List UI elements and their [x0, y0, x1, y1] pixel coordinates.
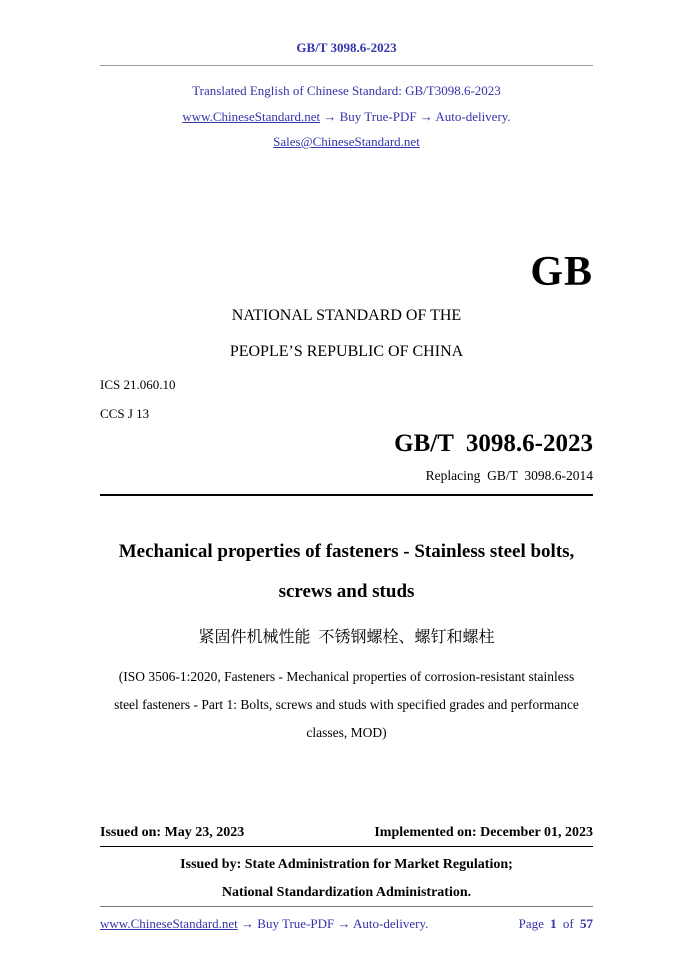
iso-line3: classes, MOD): [306, 724, 387, 740]
title-line2: screws and studs: [278, 580, 415, 602]
arrow-icon: →: [241, 916, 255, 931]
iso-line2: steel fasteners - Part 1: Bolts, screws and studs with specified grades and performance: [114, 696, 579, 712]
ccs-code: CCS J 13: [100, 405, 150, 421]
iso-line1: (ISO 3506-1:2020, Fasteners - Mechanical properties of corrosion-resistant stainless: [118, 668, 575, 684]
national-standard-line1: NATIONAL STANDARD OF THE: [231, 306, 462, 324]
ics-code: ICS 21.060.10: [100, 376, 176, 392]
national-standard-line2: PEOPLE’S REPUBLIC OF CHINA: [229, 342, 464, 360]
page-label: Page: [518, 916, 544, 931]
footer-link-line: [100, 916, 428, 932]
arrow-icon: →: [337, 916, 351, 931]
translated-standard-line: Translated English of Chinese Standard: GB/T3098.6-2023: [192, 83, 501, 98]
replacing-note: Replacing GB/T 3098.6-2014: [425, 467, 593, 483]
page-footer: [100, 906, 593, 932]
of-label: of: [562, 916, 574, 931]
page-total: 57: [580, 916, 593, 931]
chinese-title: 紧固件机械性能 不锈钢螺栓、螺钉和螺柱: [198, 628, 495, 646]
site-link[interactable]: www.ChineseStandard.net: [182, 108, 321, 124]
issuer-line2: National Standardization Administration.: [221, 884, 472, 900]
issuer-line1: Issued by: State Administration for Market Regulation;: [180, 856, 513, 872]
header-info: [100, 78, 593, 155]
arrow-icon: →: [419, 108, 433, 124]
email-link[interactable]: Sales@ChineseStandard.net: [273, 134, 420, 149]
iso-reference: [100, 663, 593, 747]
footer-site-link[interactable]: www.ChineseStandard.net: [100, 916, 238, 931]
header-email-line: [100, 129, 593, 155]
document-title: [100, 532, 593, 612]
dates-row: [100, 825, 593, 841]
header-link-line: [100, 104, 593, 130]
implemented-date: Implemented on: December 01, 2023: [374, 824, 593, 840]
gb-emblem: GB: [530, 248, 593, 295]
title-divider: [100, 494, 593, 496]
page-indicator: [516, 916, 593, 932]
dates-divider: [100, 846, 593, 847]
buy-pdf-label: Buy True-PDF: [339, 108, 417, 124]
arrow-icon: →: [323, 108, 337, 124]
footer-delivery-label: Auto-delivery.: [353, 916, 429, 931]
issuer-block: [100, 851, 593, 907]
issued-date: Issued on: May 23, 2023: [100, 824, 245, 840]
standard-number: GB/T 3098.6-2023: [394, 429, 593, 457]
footer-buy-pdf-label: Buy True-PDF: [257, 916, 335, 931]
header-divider: [100, 65, 593, 66]
header-doc-code: GB/T 3098.6-2023: [296, 40, 397, 55]
page-number: 1: [550, 916, 557, 931]
title-line1: Mechanical properties of fasteners - Stainless steel bolts,: [118, 540, 575, 562]
delivery-label: Auto-delivery.: [435, 108, 511, 124]
